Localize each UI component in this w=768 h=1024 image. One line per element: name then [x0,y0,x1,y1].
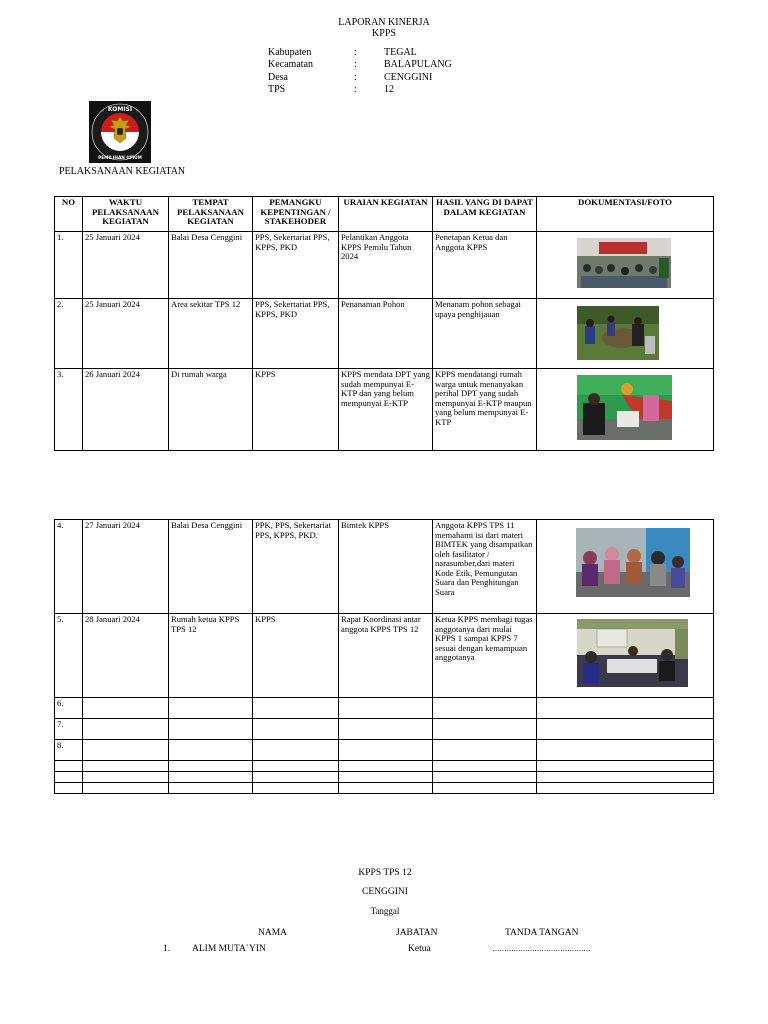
cell-hasil: Ketua KPPS membagi tugas anggotanya dari mulai KPPS 1 sampai KPPS 7 sesuai dengan kemampuan anggotanya [433,614,537,698]
cell-uraian: Penanaman Pohon [339,299,433,369]
info-value: TEGAL [384,47,417,58]
footer-col-ttd: TANDA TANGAN [505,928,579,938]
section-title: PELAKSANAAN KEGIATAN [59,166,186,177]
footer-col-jabatan: JABATAN [396,928,438,938]
info-label: Desa [268,72,288,83]
cell-waktu: 25 Januari 2024 [83,232,169,299]
col-header-waktu: WAKTU PELAKSANAAN KEGIATAN [83,197,169,232]
cell-tempat: Rumah ketua KPPS TPS 12 [169,614,253,698]
signature-line: …………………………………… [492,944,590,953]
info-sep: : [354,59,357,70]
info-label: Kecamatan [268,59,313,70]
table-row [55,783,714,794]
cell-waktu: 27 Januari 2024 [83,520,169,614]
info-sep: : [354,84,357,95]
logo-top-text: KOMISI [107,106,133,113]
info-value: CENGGINI [384,72,433,83]
table-row [55,719,714,740]
photo-pendataan-dpt [577,375,672,440]
cell-waktu: 25 Januari 2024 [83,299,169,369]
col-header-pemangku: PEMANGKU KEPENTINGAN / STAKEHODER [253,197,339,232]
cell-hasil: Menanam pohon sebagai upaya penghijauan [433,299,537,369]
table-row [55,761,714,772]
cell-tempat: Di rumah warga [169,369,253,451]
cell-no: 2. [55,299,83,369]
info-label: TPS [268,84,286,95]
info-value: 12 [384,84,394,95]
cell-no: 5. [55,614,83,698]
col-header-hasil: HASIL YANG DI DAPAT DALAM KEGIATAN [433,197,537,232]
info-sep: : [354,72,357,83]
cell-tempat: Balai Desa Cenggini [169,232,253,299]
footer-date-label: Tanggal [370,906,400,916]
cell-pemangku: KPPS [253,614,339,698]
cell-hasil: Penetapan Ketua dan Anggota KPPS [433,232,537,299]
footer-org: KPPS TPS 12 [358,868,412,878]
cell-pemangku: PPS, Sekertariat PPS, KPPS, PKD [253,232,339,299]
logo-bottom-text: PEMILIHAN UMUM [98,156,142,161]
table-header-row [55,197,714,232]
cell-no: 4. [55,520,83,614]
signer-role: Ketua [408,944,431,954]
col-header-dokumentasi: DOKUMENTASI/FOTO [537,197,714,232]
col-header-no: NO [55,197,83,232]
report-title [284,17,484,39]
table-row [55,740,714,761]
report-title-line2: KPPS [372,28,396,39]
col-header-uraian: URAIAN KEGIATAN [339,197,433,232]
cell-hasil: KPPS mendatangi rumah warga untuk menanyakan perihal DPT yang sudah mempunyai E-KTP maupun yang belum mempunyai E-KTP [433,369,537,451]
report-title-line1: LAPORAN KINERJA [338,17,430,28]
cell-no: 6. [55,698,83,719]
cell-tempat: Balai Desa Cenggini [169,520,253,614]
cell-pemangku: PPK, PPS, Sekertariat PPS, KPPS, PKD. [253,520,339,614]
signer-number: 1. [163,944,171,954]
info-value: BALAPULANG [384,59,452,70]
cell-waktu: 26 Januari 2024 [83,369,169,451]
cell-uraian: Rapat Koordinasi antar anggota KPPS TPS 12 [339,614,433,698]
table-row [55,772,714,783]
cell-no: 7. [55,719,83,740]
cell-uraian: Bimtek KPPS [339,520,433,614]
cell-pemangku: PPS, Sekertariat PPS, KPPS, PKD [253,299,339,369]
info-label: Kabupaten [268,47,312,58]
footer-village: CENGGINI [362,887,408,897]
footer-col-nama: NAMA [258,928,288,938]
photo-rapat-koordinasi [577,619,688,687]
cell-no: 8. [55,740,83,761]
cell-no: 3. [55,369,83,451]
photo-bimtek [576,528,690,597]
info-sep: : [354,47,357,58]
photo-penanaman-pohon [577,306,659,360]
cell-no: 1. [55,232,83,299]
cell-uraian: Pelantikan Anggota KPPS Pemilu Tahun 2024 [339,232,433,299]
signer-name: ALIM MUTA`YIN [192,944,266,954]
photo-pelantikan [577,238,671,288]
cell-waktu: 28 Januari 2024 [83,614,169,698]
cell-uraian: KPPS mendata DPT yang sudah mempunyai E- KTP dan yang belum mempunyai E-KTP [339,369,433,451]
table-row [55,698,714,719]
cell-hasil: Anggota KPPS TPS 11 memahami isi dari materi BIMTEK yang disampaikan oleh fasilitator / narasumber,dari materi Kode Etik, Pemungutan Suara dan Penghitungan Suara [433,520,537,614]
cell-pemangku: KPPS [253,369,339,451]
kpu-logo [89,101,151,163]
cell-tempat: Area sekitar TPS 12 [169,299,253,369]
col-header-tempat: TEMPAT PELAKSANAAN KEGIATAN [169,197,253,232]
